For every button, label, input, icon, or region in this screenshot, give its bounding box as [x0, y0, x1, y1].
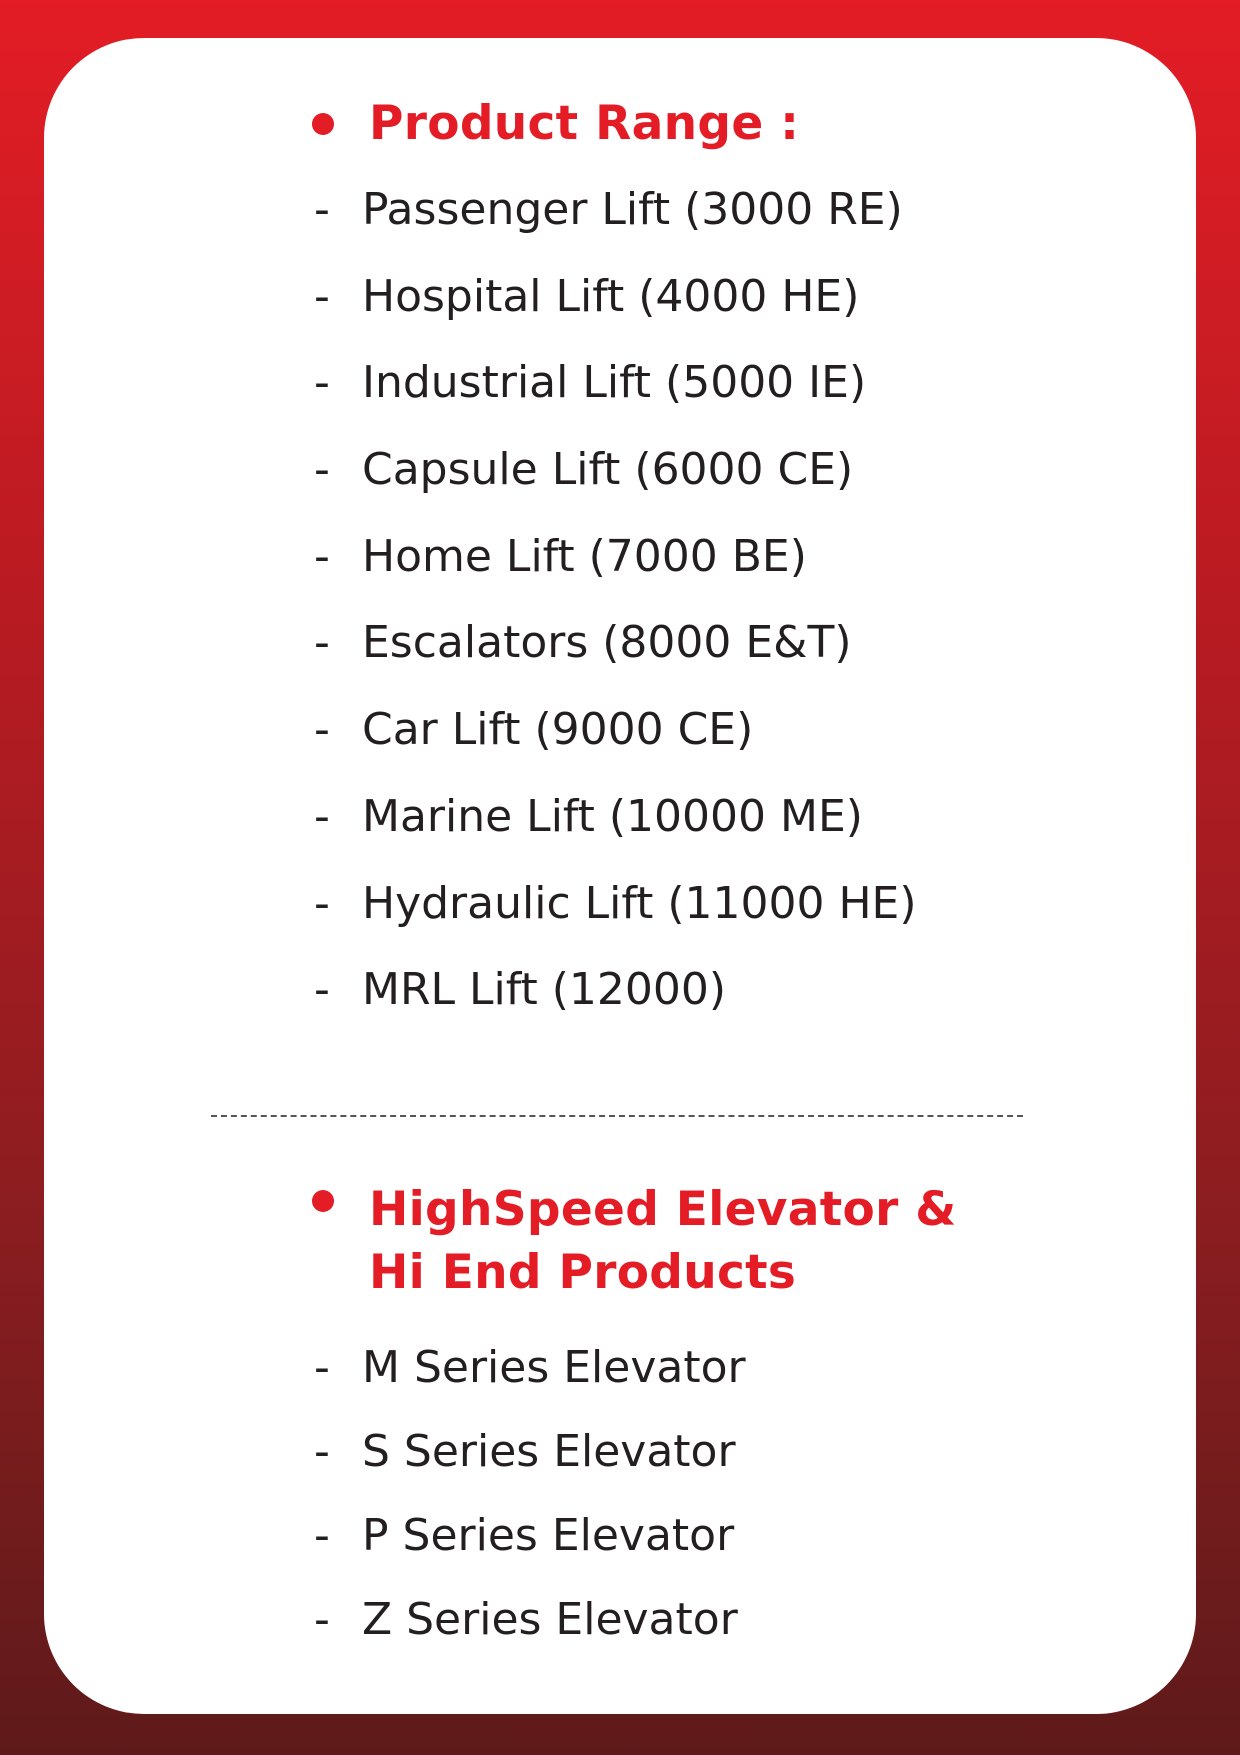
highspeed-section	[44, 1178, 1196, 1662]
product-range-heading: Product Range :	[369, 96, 800, 151]
product-range-list	[44, 167, 1196, 1034]
list-item	[44, 167, 1196, 254]
dash-icon: -	[314, 444, 330, 496]
list-item	[44, 514, 1196, 601]
dash-icon: -	[314, 270, 330, 322]
dash-icon: -	[314, 1426, 330, 1477]
highspeed-heading-row	[44, 1178, 1196, 1304]
list-item-label: Passenger Lift (3000 RE)	[362, 184, 903, 235]
list-item	[44, 1326, 1196, 1410]
highspeed-list	[44, 1326, 1196, 1662]
dash-icon: -	[314, 530, 330, 582]
dash-icon: -	[314, 357, 330, 409]
dash-icon: -	[314, 617, 330, 669]
dash-icon: -	[314, 964, 330, 1016]
list-item-label: Industrial Lift (5000 IE)	[362, 357, 867, 409]
dash-icon: -	[314, 877, 330, 929]
list-item-label: Capsule Lift (6000 CE)	[362, 444, 854, 496]
list-item-label: Escalators (8000 E&T)	[362, 617, 852, 669]
list-item-label: Marine Lift (10000 ME)	[362, 790, 863, 842]
content-card	[44, 38, 1196, 1714]
list-item-label: S Series Elevator	[362, 1426, 736, 1477]
list-item-label: Z Series Elevator	[362, 1594, 738, 1645]
dash-icon: -	[314, 184, 330, 235]
section-divider	[211, 1115, 1023, 1117]
list-item	[44, 427, 1196, 514]
dash-icon: -	[314, 704, 330, 756]
list-item	[44, 1578, 1196, 1662]
list-item-label: Home Lift (7000 BE)	[362, 530, 807, 582]
list-item	[44, 861, 1196, 948]
list-item	[44, 1410, 1196, 1494]
product-range-heading-row	[44, 92, 1196, 155]
list-item	[44, 687, 1196, 774]
dash-icon: -	[314, 1594, 330, 1645]
highspeed-heading-line1: HighSpeed Elevator &	[369, 1182, 957, 1237]
dash-icon: -	[314, 1342, 330, 1393]
bullet-icon	[312, 113, 334, 135]
list-item-label: Car Lift (9000 CE)	[362, 704, 754, 756]
list-item	[44, 254, 1196, 341]
dash-icon: -	[314, 790, 330, 842]
bullet-icon	[312, 1190, 334, 1212]
list-item-label: Hospital Lift (4000 HE)	[362, 270, 860, 322]
list-item	[44, 1494, 1196, 1578]
list-item	[44, 947, 1196, 1034]
list-item-label: P Series Elevator	[362, 1510, 735, 1561]
list-item-label: Hydraulic Lift (11000 HE)	[362, 877, 917, 929]
list-item	[44, 774, 1196, 861]
product-range-section	[44, 92, 1196, 1034]
list-item	[44, 600, 1196, 687]
list-item-label: MRL Lift (12000)	[362, 964, 727, 1016]
list-item	[44, 340, 1196, 427]
list-item-label: M Series Elevator	[362, 1342, 746, 1393]
highspeed-heading-line2: Hi End Products	[369, 1245, 797, 1300]
dash-icon: -	[314, 1510, 330, 1561]
